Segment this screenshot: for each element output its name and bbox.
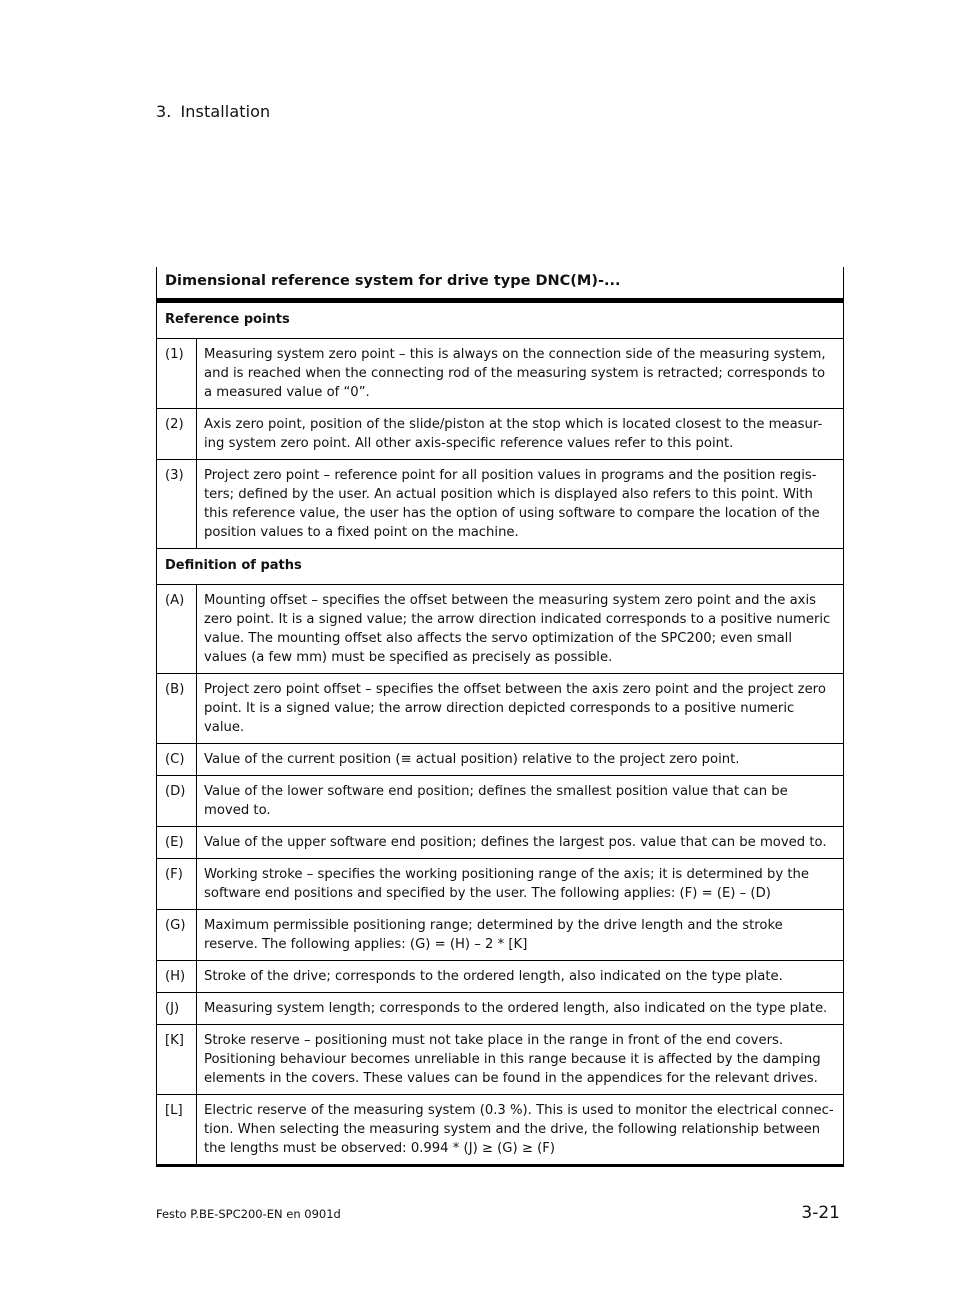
row-id: [L]	[157, 1095, 197, 1164]
row-text: Stroke reserve – positioning must not take place in the range in front of the end covers. Positioning behaviour becomes unreliable in this range because it is affected by the damping elements in the covers. These values can be found in the appendices for the relevant drives.	[204, 1033, 821, 1086]
table-row	[157, 776, 843, 827]
table-row	[157, 409, 843, 460]
row-text: Measuring system length; corresponds to the ordered length, also indicated on the type plate.	[204, 1001, 828, 1016]
table-row	[157, 674, 843, 744]
table-row	[157, 585, 843, 674]
row-id: (2)	[157, 409, 197, 459]
row-text: Measuring system zero point – this is always on the connection side of the measuring system, and is reached when the connecting rod of the measuring system is retracted; corresponds to a measured value of “0”.	[204, 347, 826, 400]
table-row	[157, 961, 843, 993]
table-row	[157, 1025, 843, 1095]
row-text: Maximum permissible positioning range; determined by the drive length and the stroke reserve. The following applies: (G) = (H) – 2 * [K]	[204, 918, 783, 952]
table-row	[157, 910, 843, 961]
row-id: [K]	[157, 1025, 197, 1094]
row-text: Stroke of the drive; corresponds to the ordered length, also indicated on the type plate.	[204, 969, 783, 984]
chapter-title: Installation	[180, 102, 271, 121]
row-text: Project zero point – reference point for all position values in programs and the position regis-ters; defined by the user. An actual position which is displayed also refers to this point. With this reference value, the user has the option of using software to compare the location of the position values to a fixed point on the machine.	[204, 468, 820, 540]
chapter-number: 3.	[156, 102, 172, 121]
reference-system-table	[156, 267, 844, 1167]
table-row	[157, 859, 843, 910]
row-text: Working stroke – specifies the working positioning range of the axis; it is determined by the software end positions and specified by the user. The following applies: (F) = (E) – (D)	[204, 867, 809, 901]
row-text: Electric reserve of the measuring system (0.3 %). This is used to monitor the electrical connec-tion. When selecting the measuring system and the drive, the following relationship between the lengths must be observed: 0.994 * (J) ≥ (G) ≥ (F)	[204, 1103, 834, 1156]
row-id: (B)	[157, 674, 197, 743]
row-text: Value of the upper software end position; defines the largest pos. value that can be moved to.	[204, 835, 827, 850]
footer-doc-id: Festo P.BE-SPC200-EN en 0901d	[156, 1207, 341, 1221]
row-text: Value of the lower software end position; defines the smallest position value that can be moved to.	[204, 784, 788, 818]
section-heading: Reference points	[157, 303, 843, 339]
row-id: (C)	[157, 744, 197, 775]
row-id: (1)	[157, 339, 197, 408]
row-text: Project zero point offset – specifies the offset between the axis zero point and the project zero point. It is a signed value; the arrow direction depicted corresponds to a positive numeric value.	[204, 682, 826, 735]
row-id: (F)	[157, 859, 197, 909]
row-id: (3)	[157, 460, 197, 548]
table-row	[157, 993, 843, 1025]
chapter-heading	[156, 102, 270, 121]
table-row	[157, 744, 843, 776]
row-id: (G)	[157, 910, 197, 960]
row-id: (A)	[157, 585, 197, 673]
table-row	[157, 827, 843, 859]
table-body	[157, 303, 843, 1164]
table-row	[157, 339, 843, 409]
row-text: Mounting offset – specifies the offset between the measuring system zero point and the axis zero point. It is a signed value; the arrow direction indicated corresponds to a positive numeric value. The mounting offset also affects the servo optimization of the SPC200; even small values (a few mm) must be specified as precisely as possible.	[204, 593, 831, 665]
table-row	[157, 460, 843, 549]
row-text: Axis zero point, position of the slide/piston at the stop which is located closest to the measur-ing system zero point. All other axis-specific reference values refer to this point.	[204, 417, 823, 451]
row-id: (H)	[157, 961, 197, 992]
row-id: (J)	[157, 993, 197, 1024]
table-title: Dimensional reference system for drive type DNC(M)-...	[157, 267, 843, 303]
table-row	[157, 1095, 843, 1164]
section-heading: Definition of paths	[157, 549, 843, 585]
row-id: (D)	[157, 776, 197, 826]
row-id: (E)	[157, 827, 197, 858]
row-text: Value of the current position (≡ actual position) relative to the project zero point.	[204, 752, 740, 767]
footer-page-number: 3-21	[801, 1203, 840, 1223]
